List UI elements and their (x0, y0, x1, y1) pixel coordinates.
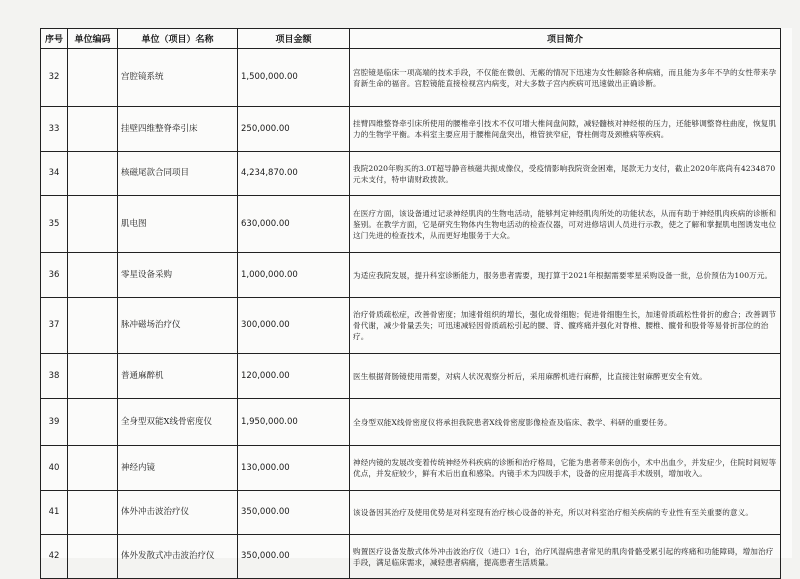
table-row (41, 491, 781, 535)
row-seq: 41 (41, 491, 68, 535)
row-unit-code (68, 354, 118, 399)
row-name: 零星设备采购 (118, 253, 238, 298)
table-row (41, 253, 781, 298)
header-row (41, 29, 781, 49)
table-row (41, 535, 781, 579)
row-unit-code (68, 298, 118, 354)
row-seq: 38 (41, 354, 68, 399)
row-seq: 36 (41, 253, 68, 298)
row-unit-code (68, 535, 118, 579)
table-row (41, 196, 781, 253)
row-unit-code (68, 152, 118, 196)
row-unit-code (68, 253, 118, 298)
row-seq: 33 (41, 107, 68, 152)
row-amount: 120,000.00 (238, 354, 350, 399)
row-seq: 39 (41, 399, 68, 446)
row-description: 该设备因其治疗及使用优势是对科室现有治疗核心设备的补充，所以对科室治疗相关疾病的专业性有至关重要的意义。 (350, 491, 781, 535)
row-description: 挂臂四维整脊牵引床所使用的腰椎牵引技术不仅可增大椎间盘间隙，减轻髓核对神经根的压力，还能够调整脊柱曲度，恢复肌力的生物学平衡。本科室主要应用于腰椎间盘突出，椎管狭窄症，脊柱侧弯及颈椎病等疾病。 (350, 107, 781, 152)
row-amount: 350,000.00 (238, 491, 350, 535)
row-name: 挂壁四维整脊牵引床 (118, 107, 238, 152)
row-amount: 1,500,000.00 (238, 49, 350, 107)
row-amount: 130,000.00 (238, 446, 350, 491)
row-unit-code (68, 107, 118, 152)
row-name: 体外冲击波治疗仪 (118, 491, 238, 535)
row-description: 在医疗方面，该设备通过记录神经肌肉的生物电活动，能够判定神经肌肉所处的功能状态，从而有助于神经肌肉疾病的诊断和鉴别。在教学方面，它是研究生物体内生物电活动的检查仪器，可对进修培训人员进行示教，使之了解和掌握肌电图诱发电位这门先进的检查技术，从而更好地服务于大众。 (350, 196, 781, 253)
header-description: 项目简介 (350, 29, 781, 49)
row-name: 全身型双能X线骨密度仪 (118, 399, 238, 446)
table-row (41, 446, 781, 491)
table-row (41, 107, 781, 152)
table-row (41, 152, 781, 196)
row-description: 医生根据肾肠镜使用需要，对病人状况观察分析后，采用麻醉机进行麻醉，比直接注射麻醉更安全有效。 (350, 354, 781, 399)
row-seq: 37 (41, 298, 68, 354)
header-seq: 序号 (41, 29, 68, 49)
row-description: 为适应我院发展，提升科室诊断能力，服务患者需要，现打算于2021年根据需要零星采购设备一批，总价预估为100万元。 (350, 253, 781, 298)
row-amount: 300,000.00 (238, 298, 350, 354)
header-amount: 项目金额 (238, 29, 350, 49)
row-unit-code (68, 196, 118, 253)
row-description: 购置医疗设备发散式体外冲击波治疗仪（进口）1台，治疗风湿病患者常见的肌肉骨骼受累引起的疼痛和功能障碍，增加治疗手段，满足临床需求，减轻患者病痛，提高患者生活质量。 (350, 535, 781, 579)
row-amount: 4,234,870.00 (238, 152, 350, 196)
table-row (41, 354, 781, 399)
row-seq: 34 (41, 152, 68, 196)
header-unit-code: 单位编码 (68, 29, 118, 49)
row-description: 宫腔镜是临床一项高端的技术手段，不仅能在微创、无瘢的情况下迅速为女性解除各种病痛，而且能为多年不孕的女性带来孕育新生命的福音。宫腔镜能直接检视宫内病变，对大多数子宫内疾病可迅速做出正确诊断。 (350, 49, 781, 107)
table-row (41, 49, 781, 107)
row-unit-code (68, 491, 118, 535)
row-seq: 42 (41, 535, 68, 579)
row-unit-code (68, 49, 118, 107)
row-name: 神经内镜 (118, 446, 238, 491)
row-amount: 250,000.00 (238, 107, 350, 152)
row-name: 普通麻醉机 (118, 354, 238, 399)
header-name: 单位（项目）名称 (118, 29, 238, 49)
row-amount: 1,000,000.00 (238, 253, 350, 298)
row-name: 体外发散式冲击波治疗仪 (118, 535, 238, 579)
row-name: 肌电图 (118, 196, 238, 253)
row-name: 核磁尾款合同项目 (118, 152, 238, 196)
table-row (41, 399, 781, 446)
row-unit-code (68, 399, 118, 446)
row-amount: 350,000.00 (238, 535, 350, 579)
row-description: 全身型双能X线骨密度仪将承担我院患者X线骨密度影像检查及临床、教学、科研的重要任务。 (350, 399, 781, 446)
row-seq: 32 (41, 49, 68, 107)
row-description: 我院2020年购买的3.0T超导静音核磁共振成像仪，受疫情影响我院资金困难，尾款无力支付，截止2020年底尚有4234870元未支付，特申请财政拨款。 (350, 152, 781, 196)
row-unit-code (68, 446, 118, 491)
row-amount: 630,000.00 (238, 196, 350, 253)
row-description: 治疗骨质疏松症，改善骨密度；加速骨组织的增长，强化成骨细胞；促进骨细胞生长，加速骨质疏松性骨折的愈合；改善调节骨代谢，减少骨量丢失；可迅速减轻因骨质疏松引起的腰、背、髋疼痛并强化对脊椎、腰椎、髋骨和股骨等易骨折部位的治疗。 (350, 298, 781, 354)
table-row (41, 298, 781, 354)
row-amount: 1,950,000.00 (238, 399, 350, 446)
row-seq: 35 (41, 196, 68, 253)
document-page (40, 28, 792, 567)
row-description: 神经内镜的发展改变着传统神经外科疾病的诊断和治疗格局，它能为患者带来创伤小，术中出血少，并发症少，住院时间短等优点，并发症较少，鲜有术后出血和感染。内镜手术为四级手术，设备的应用提高手术级别，增加收入。 (350, 446, 781, 491)
project-table (40, 28, 781, 579)
row-name: 宫腔镜系统 (118, 49, 238, 107)
row-name: 脉冲磁场治疗仪 (118, 298, 238, 354)
row-seq: 40 (41, 446, 68, 491)
